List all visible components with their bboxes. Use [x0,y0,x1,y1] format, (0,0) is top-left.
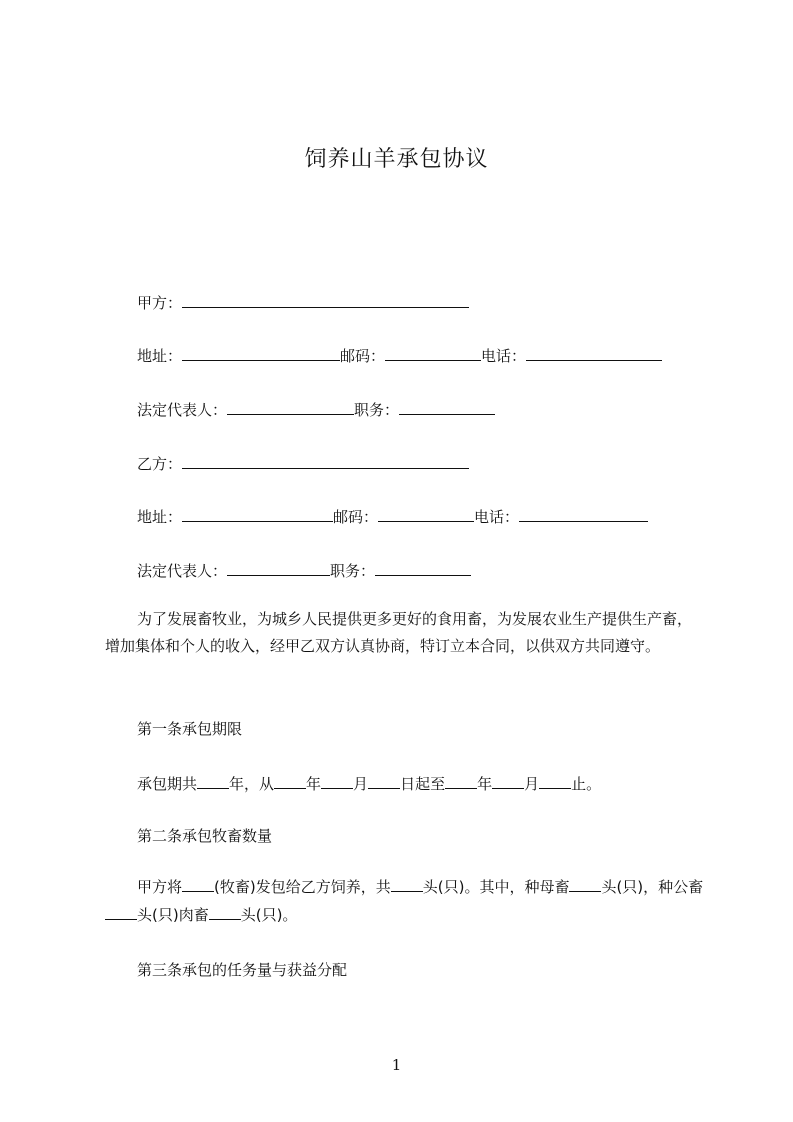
article-2-text-5: 头(只)肉畜 [137,906,209,924]
article-1-text-1: 承包期共 [137,775,198,793]
article-1-body [137,773,601,794]
party-a-rep-line [137,399,495,420]
party-b-position-blank[interactable] [375,560,471,576]
party-a-legal-rep-label: 法定代表人： [137,401,228,419]
party-b-address-label: 地址： [137,508,183,526]
party-b-rep-line [137,560,471,581]
party-b-address-blank[interactable] [182,506,333,522]
article-3-heading: 第三条承包的任务量与获益分配 [137,961,348,979]
end-day-blank[interactable] [539,773,571,789]
article-2-heading: 第二条承包牧畜数量 [137,827,273,845]
party-a-postcode-label: 邮码： [340,347,386,365]
article-1-text-2: 年，从 [229,775,275,793]
article-2-text-2: (牧畜)发包给乙方饲养，共 [214,878,391,896]
party-a-blank[interactable] [182,292,469,308]
start-day-blank[interactable] [368,773,400,789]
total-count-blank[interactable] [391,876,423,892]
party-a-line [137,292,469,313]
party-a-position-blank[interactable] [399,399,495,415]
end-year-blank[interactable] [445,773,477,789]
article-2-body [105,873,705,929]
party-b-legal-rep-label: 法定代表人： [137,562,228,580]
article-1-text-8: 止。 [571,775,602,793]
article-1-heading: 第一条承包期限 [137,720,243,738]
party-a-label: 甲方： [137,294,183,312]
article-1-text-5: 日起至 [400,775,446,793]
party-a-position-label: 职务： [354,401,400,419]
party-a-postcode-blank[interactable] [385,345,481,361]
intro-text: 为了发展畜牧业，为城乡人民提供更多更好的食用畜，为发展农业生产提供生产畜，增加集体和个人的收入，经甲乙双方认真协商，特订立本合同，以供双方共同遵守。 [105,610,693,655]
article-2-text-3: 头(只)。其中，种母畜 [422,878,570,896]
article-1-text-6: 年 [477,775,493,793]
party-a-phone-label: 电话： [481,347,527,365]
end-month-blank[interactable] [492,773,524,789]
party-b-line [137,453,469,474]
breeding-male-count-blank[interactable] [105,904,137,920]
article-2-text-1: 甲方将 [137,878,183,896]
article-1-text-7: 月 [524,775,540,793]
party-b-phone-blank[interactable] [519,506,648,522]
term-years-blank[interactable] [197,773,229,789]
breeding-female-count-blank[interactable] [569,876,601,892]
party-b-phone-label: 电话： [474,508,520,526]
start-year-blank[interactable] [274,773,306,789]
party-a-address-label: 地址： [137,347,183,365]
party-a-address-line [137,345,662,366]
party-b-blank[interactable] [182,453,469,469]
start-month-blank[interactable] [321,773,353,789]
party-b-legal-rep-blank[interactable] [227,560,330,576]
party-b-position-label: 职务： [330,562,376,580]
party-b-address-line [137,506,648,527]
intro-paragraph [105,606,705,660]
party-b-label: 乙方： [137,455,183,473]
article-1-text-3: 年 [306,775,322,793]
document-title: 饲养山羊承包协议 [304,147,489,172]
article-2-text-4: 头(只)，种公畜 [601,878,704,896]
article-1-text-4: 月 [353,775,369,793]
party-a-address-blank[interactable] [182,345,340,361]
meat-animal-count-blank[interactable] [209,904,241,920]
page-number: 1 [391,1056,402,1074]
livestock-type-blank[interactable] [182,876,214,892]
party-b-postcode-blank[interactable] [378,506,474,522]
party-b-postcode-label: 邮码： [333,508,379,526]
party-a-legal-rep-blank[interactable] [227,399,354,415]
party-a-phone-blank[interactable] [526,345,662,361]
article-2-text-6: 头(只)。 [240,906,298,924]
